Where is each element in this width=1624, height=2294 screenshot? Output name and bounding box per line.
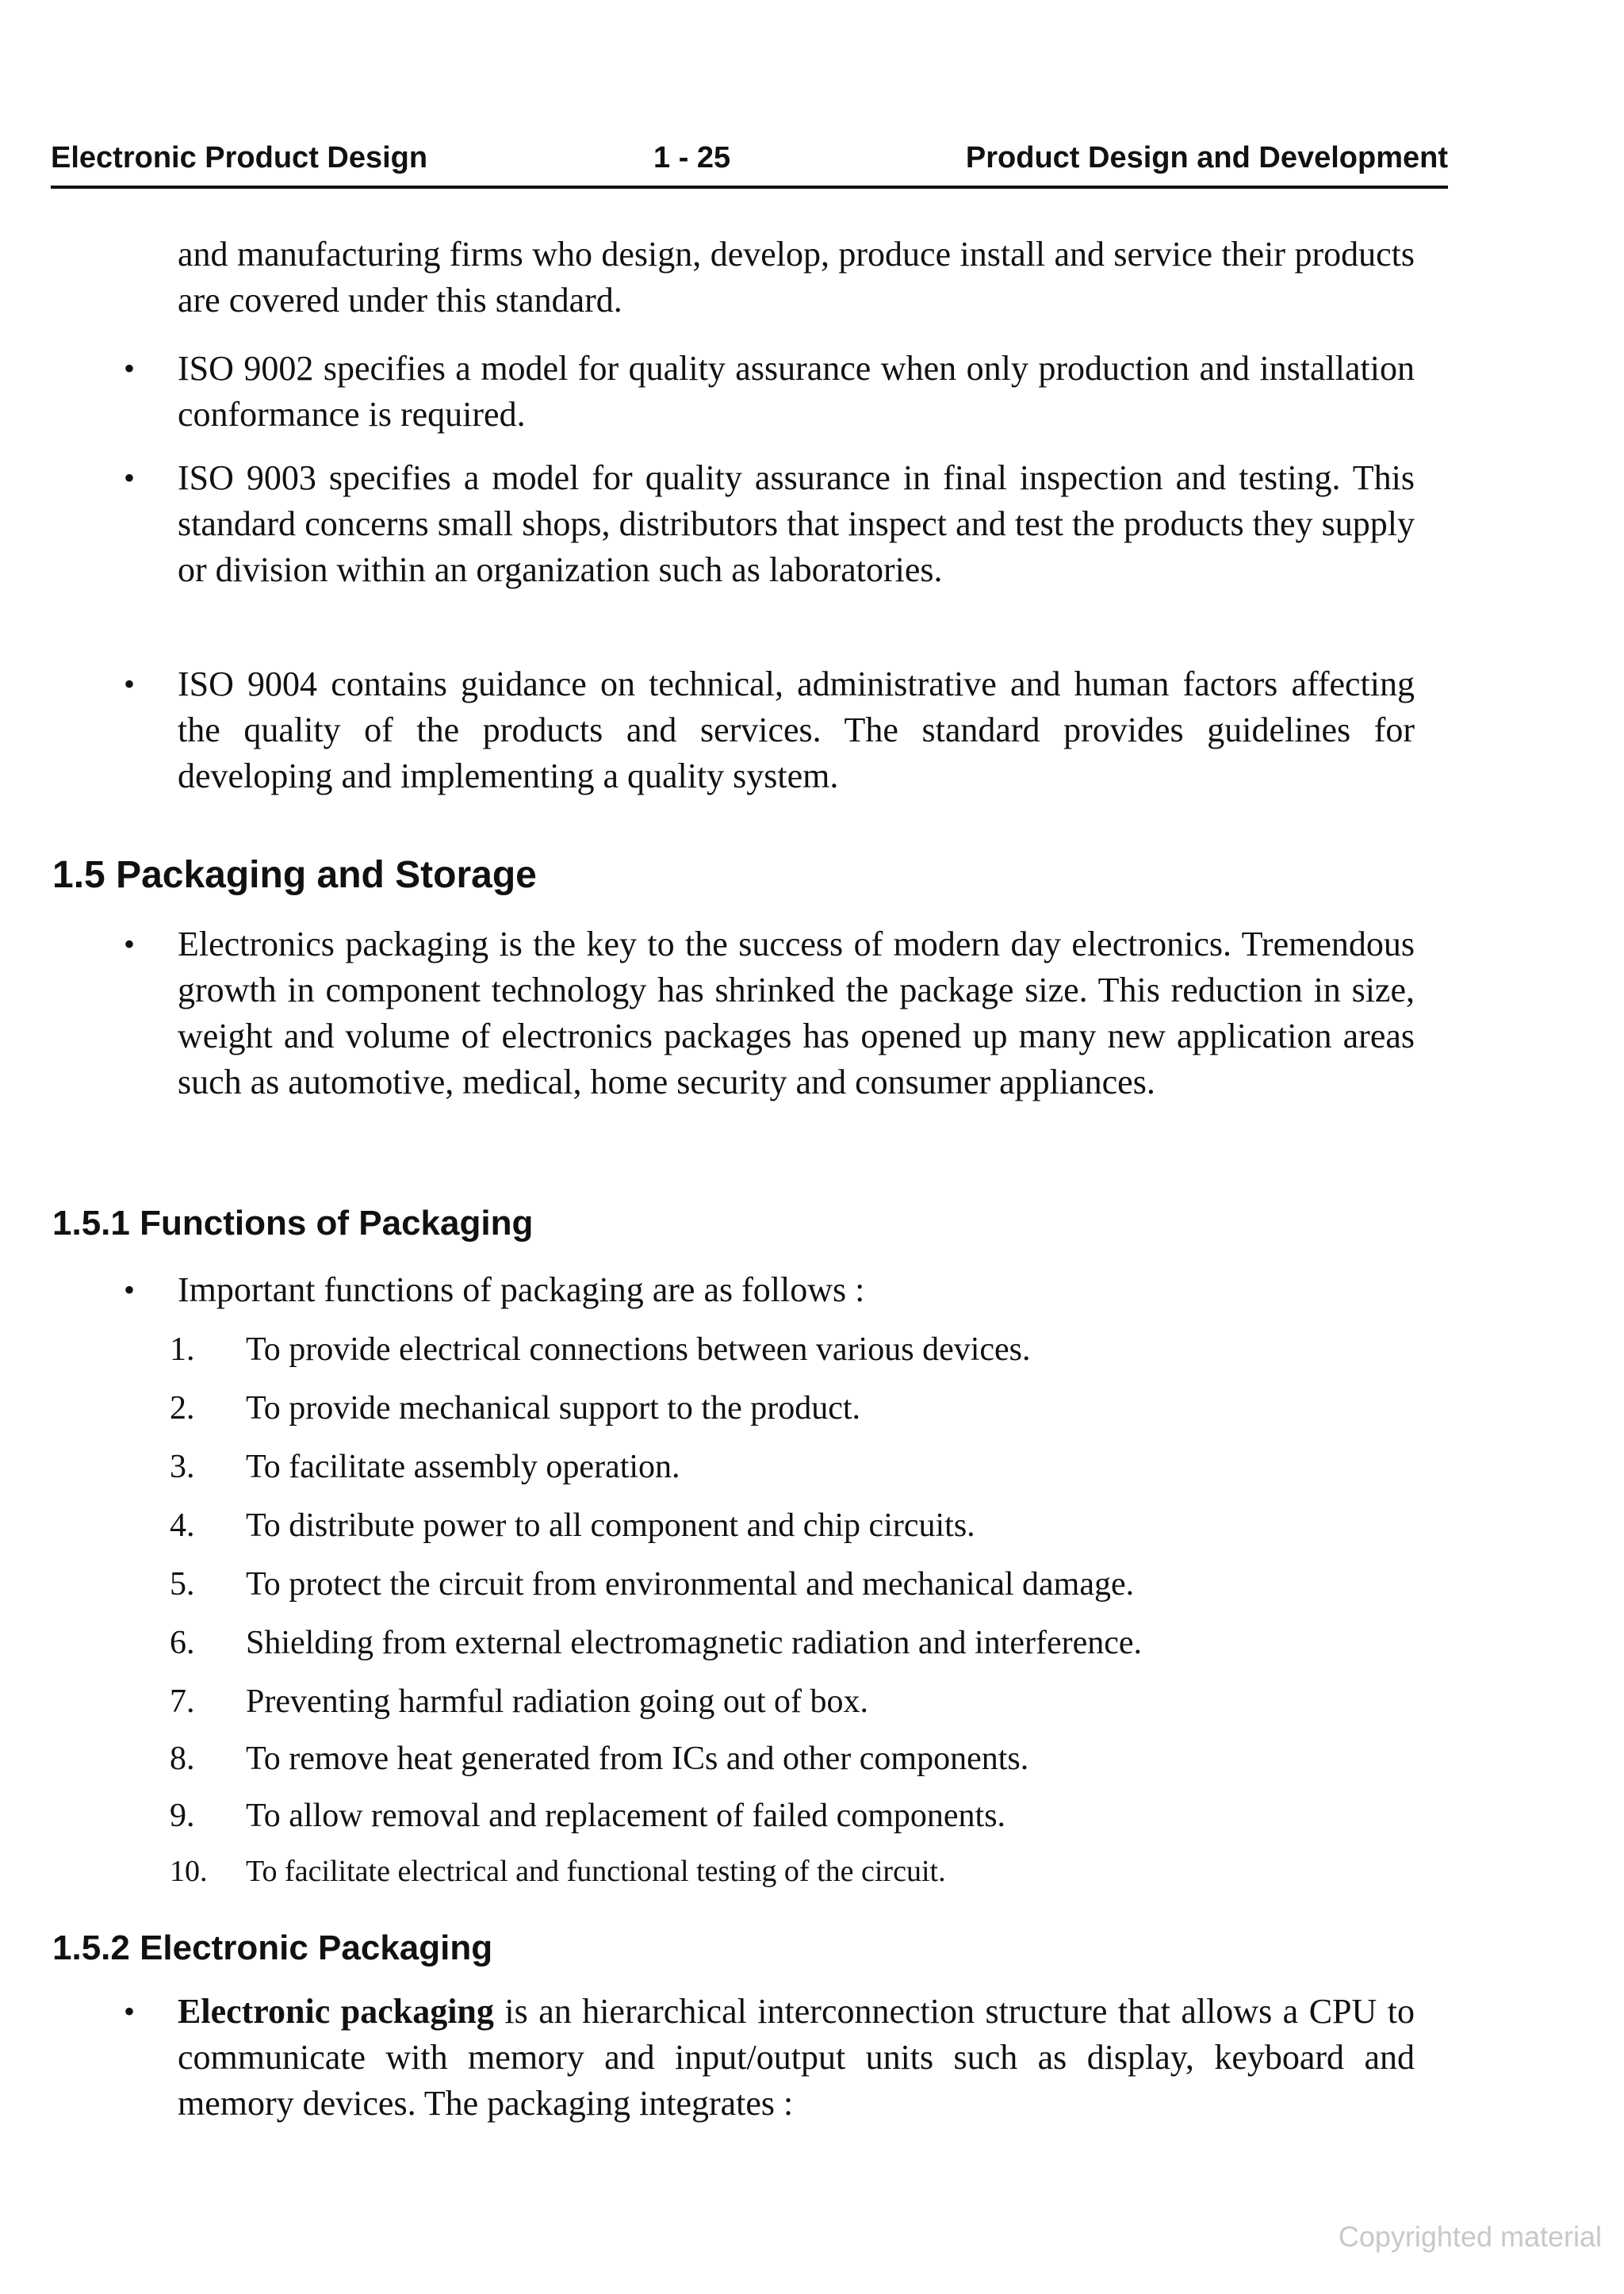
section-heading-1-5-2: 1.5.2 Electronic Packaging xyxy=(52,1928,493,1967)
bullet-text: Electronics packaging is the key to the success of modern day electronics. Tremendous growth in component technology has shrinked the package size. This reduction in size, weight and volume of electronics packages has opened up many new application areas such as automotive, medical, home security and consumer appliances. xyxy=(178,925,1415,1101)
list-text: To facilitate electrical and functional testing of the circuit. xyxy=(246,1855,946,1888)
list-number: 5. xyxy=(170,1566,195,1603)
bullet-dot: • xyxy=(124,460,136,496)
functions-intro-bullet xyxy=(124,1267,1415,1313)
list-number: 7. xyxy=(170,1683,195,1720)
bullet-dot: • xyxy=(124,666,136,702)
list-number: 9. xyxy=(170,1798,195,1834)
electronic-packaging-bullet xyxy=(124,1989,1415,2127)
iso-9004-bullet xyxy=(124,661,1415,799)
section-heading-1-5-1: 1.5.1 Functions of Packaging xyxy=(52,1204,534,1243)
bullet-text: ISO 9002 specifies a model for quality assurance when only production and installation conformance is required. xyxy=(178,349,1415,434)
list-number: 4. xyxy=(170,1507,195,1544)
iso-9003-bullet xyxy=(124,455,1415,593)
list-number: 6. xyxy=(170,1625,195,1661)
list-number: 3. xyxy=(170,1449,195,1485)
list-text: To protect the circuit from environmental and mechanical damage. xyxy=(246,1566,1135,1603)
packaging-intro-bullet xyxy=(124,921,1415,1105)
bullet-text: ISO 9003 specifies a model for quality assurance in final inspection and testing. This standard concerns small shops, distributors that inspect and test the products they supply or division within an organization such as laboratories. xyxy=(178,458,1415,589)
list-text: To provide electrical connections between various devices. xyxy=(246,1331,1031,1368)
bold-term: Electronic packaging xyxy=(178,1992,494,2031)
list-text: To facilitate assembly operation. xyxy=(246,1449,680,1485)
bullet-text: is an hierarchical interconnection structure that allows a CPU to communicate with memory and input/output units such as display, keyboard and memory devices. The packaging integrates : xyxy=(178,1992,1415,2123)
section-heading-1-5: 1.5 Packaging and Storage xyxy=(52,854,537,896)
copyright-watermark: Copyrighted material xyxy=(1338,2220,1602,2253)
iso-9002-bullet xyxy=(124,346,1415,438)
bullet-dot: • xyxy=(124,1993,136,2029)
list-number: 2. xyxy=(170,1390,195,1427)
bullet-text: ISO 9004 contains guidance on technical, administrative and human factors affecting the quality of the products and services. The standard provides guidelines for developing and implementing a quality system. xyxy=(178,664,1415,795)
list-text: Preventing harmful radiation going out of box. xyxy=(246,1683,869,1720)
list-text: To distribute power to all component and chip circuits. xyxy=(246,1507,975,1544)
list-text: To allow removal and replacement of failed components. xyxy=(246,1798,1006,1834)
bullet-dot: • xyxy=(124,1272,136,1308)
header-book-title: Electronic Product Design xyxy=(51,141,428,174)
bullet-text: Important functions of packaging are as follows : xyxy=(178,1270,865,1309)
list-text: To provide mechanical support to the product. xyxy=(246,1390,861,1427)
list-number: 8. xyxy=(170,1741,195,1777)
list-number: 1. xyxy=(170,1331,195,1368)
header-page-number: 1 - 25 xyxy=(653,141,731,174)
bullet-dot: • xyxy=(124,350,136,386)
list-text: Shielding from external electromagnetic radiation and interference. xyxy=(246,1625,1143,1661)
running-header xyxy=(51,141,1448,189)
list-number: 10. xyxy=(170,1855,208,1888)
header-chapter-title: Product Design and Development xyxy=(965,141,1448,174)
intro-paragraph: and manufacturing firms who design, develop, produce install and service their products are covered under this standard. xyxy=(178,235,1415,320)
list-text: To remove heat generated from ICs and other components. xyxy=(246,1741,1029,1777)
bullet-dot: • xyxy=(124,926,136,962)
